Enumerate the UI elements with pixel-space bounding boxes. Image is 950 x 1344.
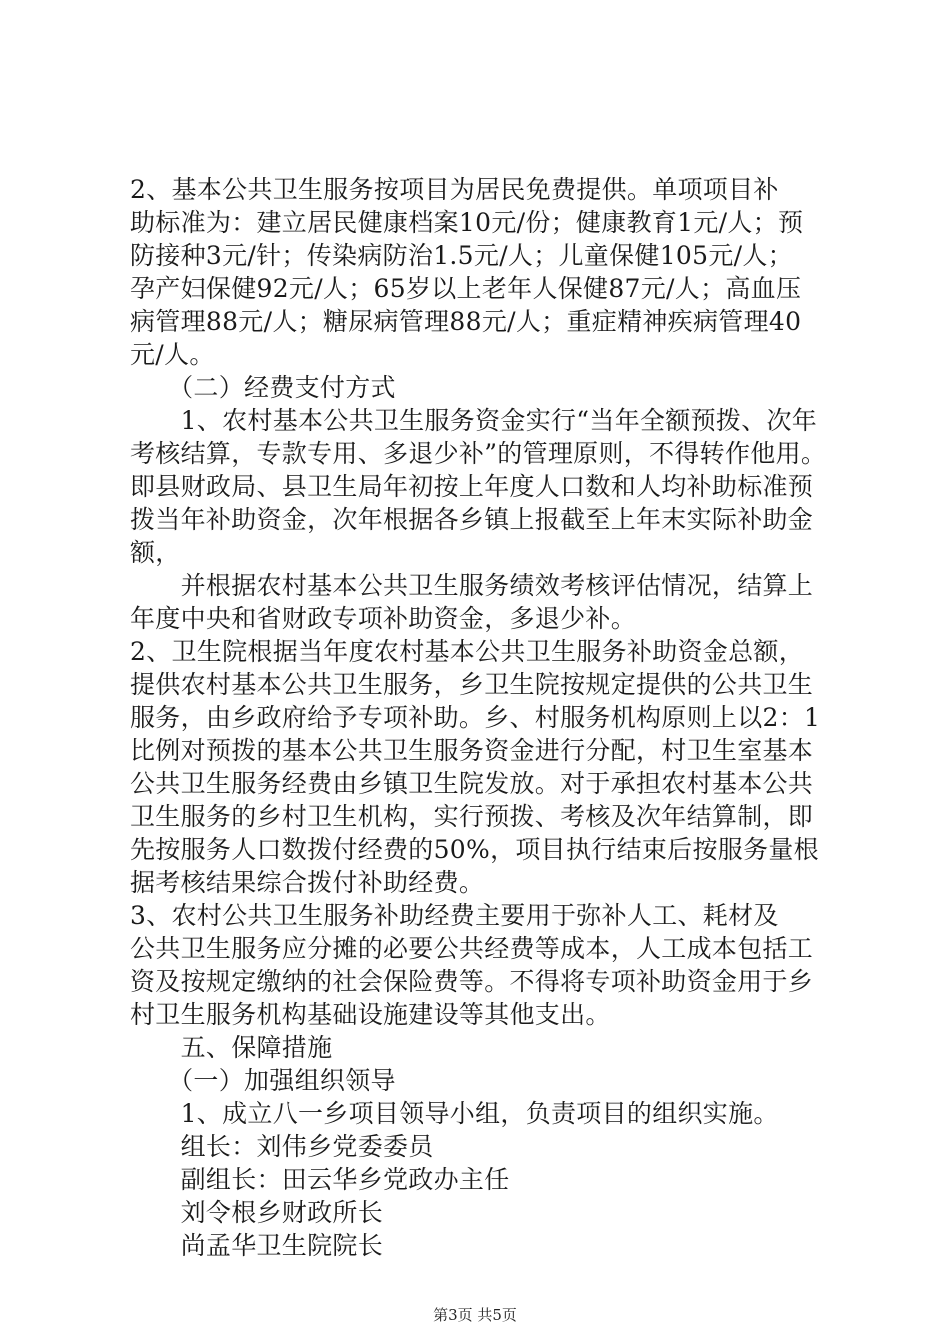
text-line: 即县财政局、县卫生局年初按上年度人口数和人均补助标准预 (130, 472, 814, 501)
page-footer: 第3页 共5页 (433, 1306, 517, 1324)
text-line: 先按服务人口数拨付经费的50%，项目执行结束后按服务量根 (130, 835, 819, 864)
text-line: 比例对预拨的基本公共卫生服务资金进行分配，村卫生室基本 (130, 736, 814, 765)
text-line: 刘令根乡财政所长 (130, 1198, 384, 1227)
text-line: 2、基本公共卫生服务按项目为居民免费提供。单项项目补 (130, 175, 779, 204)
text-line: 公共卫生服务经费由乡镇卫生院发放。对于承担农村基本公共 (130, 769, 814, 798)
text-line: 助标准为：建立居民健康档案10元/份；健康教育1元/人；预 (130, 208, 804, 237)
text-line: 年度中央和省财政专项补助资金，多退少补。 (130, 604, 637, 633)
text-line: 副组长：田云华乡党政办主任 (130, 1165, 510, 1194)
text-line: 3、农村公共卫生服务补助经费主要用于弥补人工、耗材及 (130, 901, 779, 930)
section-heading: （一）加强组织领导 (130, 1066, 396, 1095)
text-line: 防接种3元/针；传染病防治1.5元/人；儿童保健105元/人； (130, 241, 793, 270)
text-line: 公共卫生服务应分摊的必要公共经费等成本，人工成本包括工 (130, 934, 814, 963)
text-line: 病管理88元/人；糖尿病管理88元/人；重症精神疾病管理40 (130, 307, 802, 336)
text-line: 尚孟华卫生院院长 (130, 1231, 384, 1260)
text-line: 并根据农村基本公共卫生服务绩效考核评估情况，结算上 (130, 571, 814, 600)
text-line: 组长：刘伟乡党委委员 (130, 1132, 434, 1161)
text-line: 服务，由乡政府给予专项补助。乡、村服务机构原则上以2：1 (130, 703, 821, 732)
section-heading: （二）经费支付方式 (130, 373, 396, 402)
text-line: 孕产妇保健92元/人；65岁以上老年人保健87元/人；高血压 (130, 274, 802, 303)
text-line: 卫生服务的乡村卫生机构，实行预拨、考核及次年结算制，即 (130, 802, 814, 831)
text-line: 1、农村基本公共卫生服务资金实行“当年全额预拨、次年 (130, 406, 818, 435)
text-line: 村卫生服务机构基础设施建设等其他支出。 (130, 1000, 611, 1029)
text-line: 资及按规定缴纳的社会保险费等。不得将专项补助资金用于乡 (130, 967, 814, 996)
document-body (130, 173, 830, 1262)
text-line: 据考核结果综合拨付补助经费。 (130, 868, 485, 897)
text-line: 提供农村基本公共卫生服务，乡卫生院按规定提供的公共卫生 (130, 670, 814, 699)
section-heading: 五、保障措施 (130, 1033, 333, 1062)
text-line: 考核结算，专款专用、多退少补”的管理原则，不得转作他用。 (130, 439, 827, 468)
text-line: 拨当年补助资金，次年根据各乡镇上报截至上年末实际补助金 (130, 505, 814, 534)
text-line: 元/人。 (130, 340, 215, 369)
text-line: 额， (130, 538, 181, 567)
text-line: 2、卫生院根据当年度农村基本公共卫生服务补助资金总额， (130, 637, 805, 666)
text-line: 1、成立八一乡项目领导小组，负责项目的组织实施。 (130, 1099, 779, 1128)
